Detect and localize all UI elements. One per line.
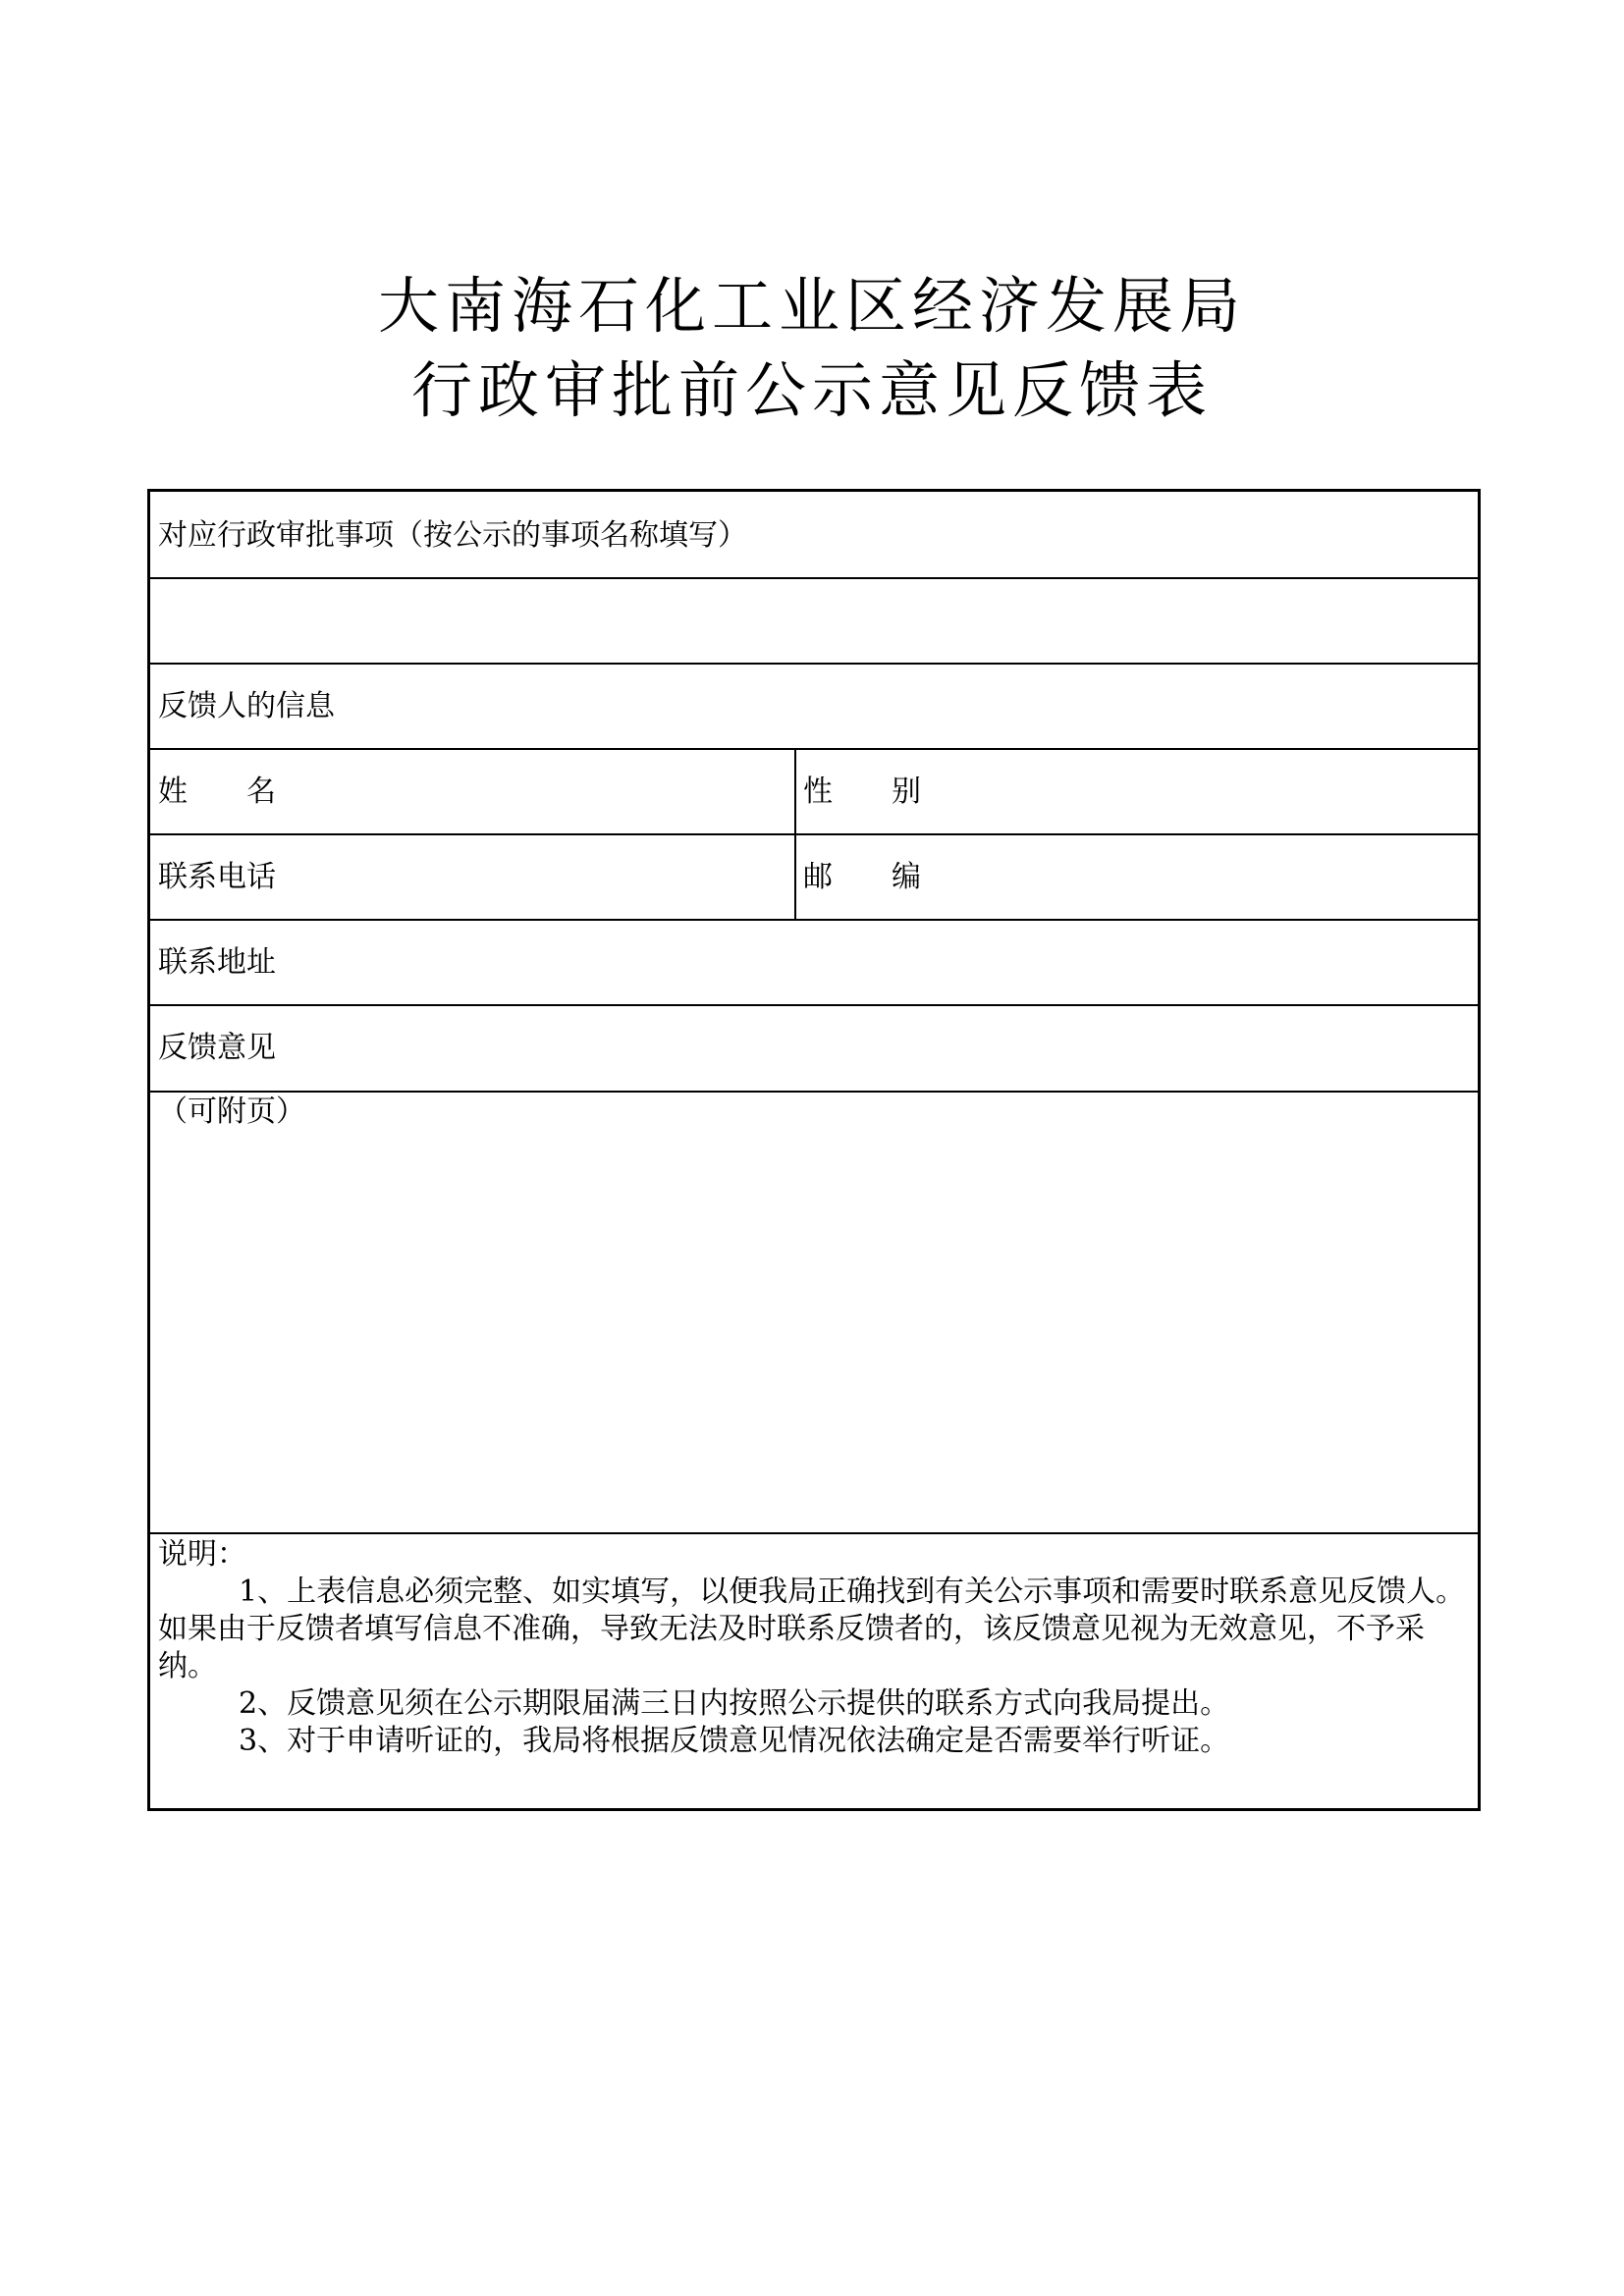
notes-item-2: 2、反馈意见须在公示期限届满三日内按照公示提供的联系方式向我局提出。: [239, 1686, 1230, 1721]
notes-heading: 说明：: [158, 1537, 246, 1572]
address-label: 联系地址: [158, 945, 276, 980]
feedback-person-info-label: 反馈人的信息: [158, 689, 335, 723]
notes-section: [158, 1536, 1474, 1760]
row-divider: [150, 663, 1478, 665]
document-title-line1: 大南海石化工业区经济发展局: [377, 270, 1246, 342]
phone-label: 联系电话: [158, 860, 276, 894]
notes-item-1: 1、上表信息必须完整、如实填写，以便我局正确找到有关公示事项和需要时联系意见反馈人。如果由于反馈者填写信息不准确，导致无法及时联系反馈者的，该反馈意见视为无效意见，不予采纳。: [158, 1575, 1466, 1683]
gender-label: 性 别: [803, 774, 921, 809]
row-divider: [150, 833, 1478, 835]
row-divider: [150, 577, 1478, 579]
name-label: 姓 名: [158, 774, 276, 809]
notes-item-3: 3、对于申请听证的，我局将根据反馈意见情况依法确定是否需要举行听证。: [239, 1724, 1230, 1758]
row-divider: [150, 919, 1478, 921]
row-divider: [150, 1532, 1478, 1534]
row-divider: [150, 748, 1478, 750]
column-divider: [794, 748, 796, 919]
postcode-label: 邮 编: [803, 860, 921, 894]
row-divider: [150, 1004, 1478, 1006]
approval-item-label: 对应行政审批事项（按公示的事项名称填写）: [158, 518, 747, 553]
document-title-line2: 行政审批前公示意见反馈表: [410, 354, 1213, 426]
row-divider: [150, 1091, 1478, 1093]
feedback-form-table: [147, 489, 1481, 1811]
opinion-label: 反馈意见: [158, 1031, 276, 1065]
attachment-note: （可附页）: [158, 1095, 305, 1129]
